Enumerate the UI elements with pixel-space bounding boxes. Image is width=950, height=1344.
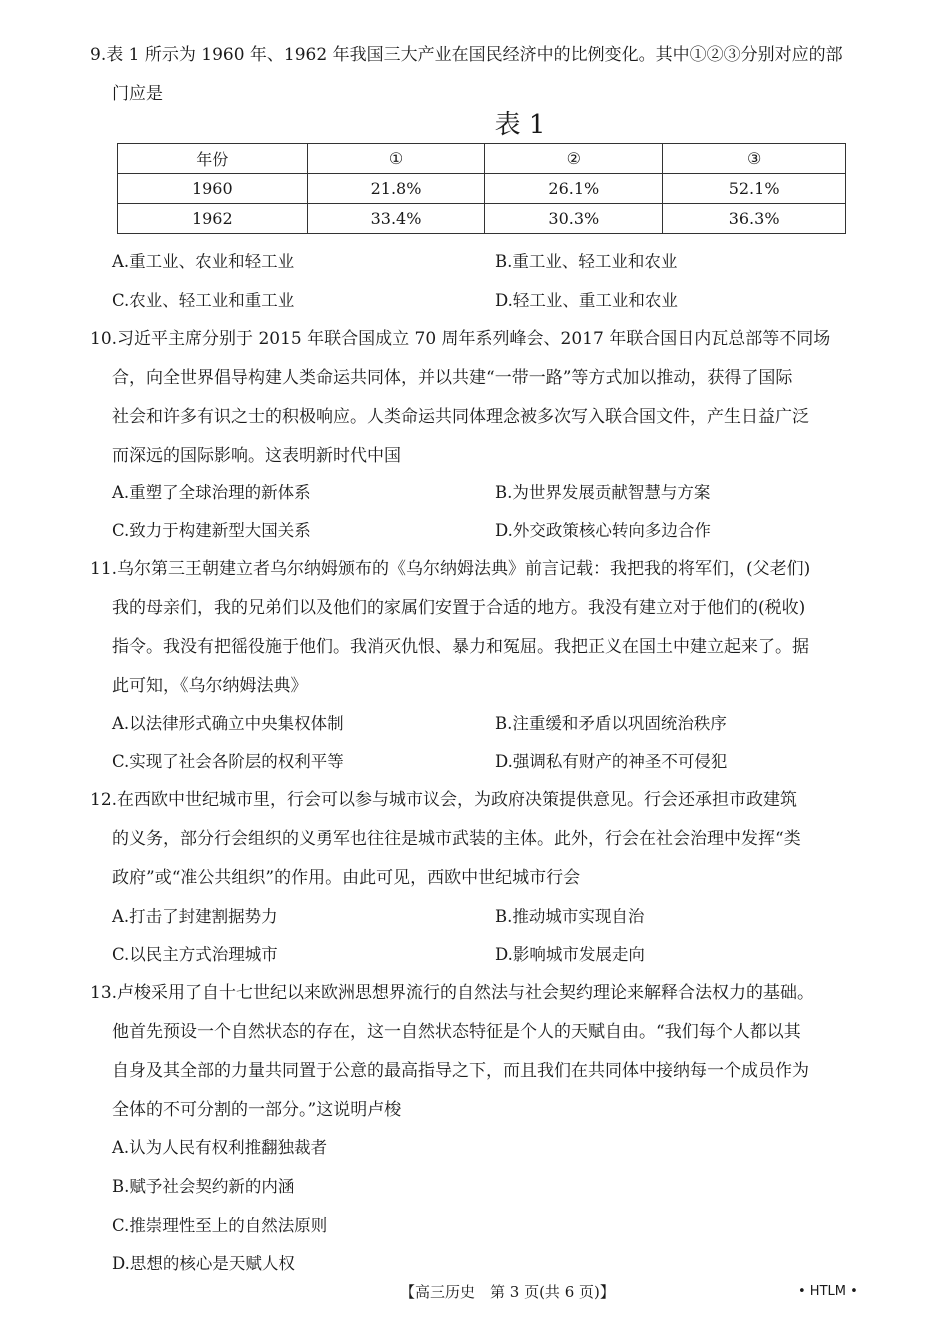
question-10-option-d[interactable]: D.外交政策核心转向多边合作 — [495, 521, 711, 540]
question-10-option-c[interactable]: C.致力于构建新型大国关系 — [112, 521, 311, 540]
question-12-option-b[interactable]: B.推动城市实现自治 — [495, 907, 645, 926]
table-cell: 30.3% — [485, 204, 663, 234]
table-row — [118, 174, 846, 204]
question-12-option-c[interactable]: C.以民主方式治理城市 — [112, 945, 278, 964]
table-cell: 1960 — [118, 174, 308, 204]
table-row — [118, 204, 846, 234]
option-row — [112, 704, 872, 743]
question-13-option-d[interactable]: D.思想的核心是天赋人权 — [112, 1254, 295, 1273]
question-12-line-2: 的义务，部分行会组织的义勇军也往往是城市武装的主体。此外，行会在社会治理中发挥“类 — [112, 829, 801, 849]
question-12-stem — [90, 781, 875, 898]
table-header-row — [118, 144, 846, 174]
question-10-line-4: 而深远的国际影响。这表明新时代中国 — [112, 446, 401, 466]
question-10-option-a[interactable]: A.重塑了全球治理的新体系 — [112, 483, 311, 502]
option-row — [112, 897, 872, 936]
question-11-line-1: 11.乌尔第三王朝建立者乌尔纳姆颁布的《乌尔纳姆法典》前言记载：我把我的将军们，(父老们) — [90, 559, 811, 579]
question-12-option-d[interactable]: D.影响城市发展走向 — [495, 945, 645, 964]
table-cell: 26.1% — [485, 174, 663, 204]
question-11-option-a[interactable]: A.以法律形式确立中央集权体制 — [112, 714, 344, 733]
question-13-option-b[interactable]: B.赋予社会契约新的内涵 — [112, 1177, 295, 1196]
question-11-line-3: 指令。我没有把徭役施于他们。我消灭仇恨、暴力和冤屈。我把正义在国土中建立起来了。据 — [112, 637, 809, 657]
question-11-option-d[interactable]: D.强调私有财产的神圣不可侵犯 — [495, 752, 728, 771]
question-13-line-1: 13.卢梭采用了自十七世纪以来欧洲思想界流行的自然法与社会契约理论来解释合法权力的基础。 — [90, 983, 815, 1003]
footer-code: • HTLM • — [798, 1284, 858, 1299]
question-13-option-c[interactable]: C.推崇理性至上的自然法原则 — [112, 1216, 328, 1235]
question-9-stem — [90, 36, 875, 114]
table-cell: 1962 — [118, 204, 308, 234]
option-row — [112, 281, 872, 320]
question-12-line-1: 12.在西欧中世纪城市里，行会可以参与城市议会，为政府决策提供意见。行会还承担市政建筑 — [90, 790, 798, 810]
table-header-2: ② — [485, 144, 663, 174]
question-9-option-a[interactable]: A.重工业、农业和轻工业 — [112, 252, 295, 271]
question-10-line-3: 社会和许多有识之士的积极响应。人类命运共同体理念被多次写入联合国文件，产生日益广泛 — [112, 407, 809, 427]
question-11-line-4: 此可知，《乌尔纳姆法典》 — [112, 676, 308, 696]
question-9-option-c[interactable]: C.农业、轻工业和重工业 — [112, 291, 295, 310]
question-13-stem — [90, 974, 875, 1130]
footer-page-label: 【高三历史 第 3 页(共 6 页)】 — [400, 1283, 615, 1301]
option-row — [112, 242, 872, 281]
table-cell: 52.1% — [663, 174, 846, 204]
question-13-line-3: 自身及其全部的力量共同置于公意的最高指导之下，而且我们在共同体中接纳每一个成员作为 — [112, 1061, 809, 1081]
question-10-line-2: 合，向全世界倡导构建人类命运共同体，并以共建“一带一路”等方式加以推动，获得了国际 — [112, 368, 793, 388]
table-header-year: 年份 — [118, 144, 308, 174]
option-row — [112, 742, 872, 781]
question-9-option-b[interactable]: B.重工业、轻工业和农业 — [495, 252, 678, 271]
question-12-line-3: 政府”或“准公共组织”的作用。由此可见，西欧中世纪城市行会 — [112, 868, 581, 888]
question-13-line-4: 全体的不可分割的一部分。”这说明卢梭 — [112, 1100, 402, 1120]
option-row — [112, 935, 872, 974]
table-cell: 21.8% — [307, 174, 485, 204]
question-10-line-1: 10.习近平主席分别于 2015 年联合国成立 70 周年系列峰会、2017 年联合国日内瓦总部等不同场 — [90, 329, 831, 349]
question-10-option-b[interactable]: B.为世界发展贡献智慧与方案 — [495, 483, 711, 502]
question-13-line-2: 他首先预设一个自然状态的存在，这一自然状态特征是个人的天赋自由。“我们每个人都以其 — [112, 1022, 801, 1042]
question-11-stem — [90, 550, 875, 706]
table-cell: 33.4% — [307, 204, 485, 234]
question-11-line-2: 我的母亲们，我的兄弟们以及他们的家属们安置于合适的地方。我没有建立对于他们的(税收) — [112, 598, 806, 618]
question-10-stem — [90, 320, 875, 476]
table-1 — [117, 143, 846, 234]
table-header-3: ③ — [663, 144, 846, 174]
table-cell: 36.3% — [663, 204, 846, 234]
table-1-title: 表 1 — [494, 110, 546, 140]
question-9-line-2: 门应是 — [112, 84, 163, 104]
question-13-option-a[interactable]: A.认为人民有权利推翻独裁者 — [112, 1138, 328, 1157]
question-9-option-d[interactable]: D.轻工业、重工业和农业 — [495, 291, 678, 310]
table-header-1: ① — [307, 144, 485, 174]
question-9-line-1: 9.表 1 所示为 1960 年、1962 年我国三大产业在国民经济中的比例变化。其中①②③分别对应的部 — [90, 45, 843, 65]
question-12-option-a[interactable]: A.打击了封建割据势力 — [112, 907, 278, 926]
question-11-option-c[interactable]: C.实现了社会各阶层的权利平等 — [112, 752, 344, 771]
option-row — [112, 511, 872, 550]
question-11-option-b[interactable]: B.注重缓和矛盾以巩固统治秩序 — [495, 714, 727, 733]
option-row — [112, 473, 872, 512]
